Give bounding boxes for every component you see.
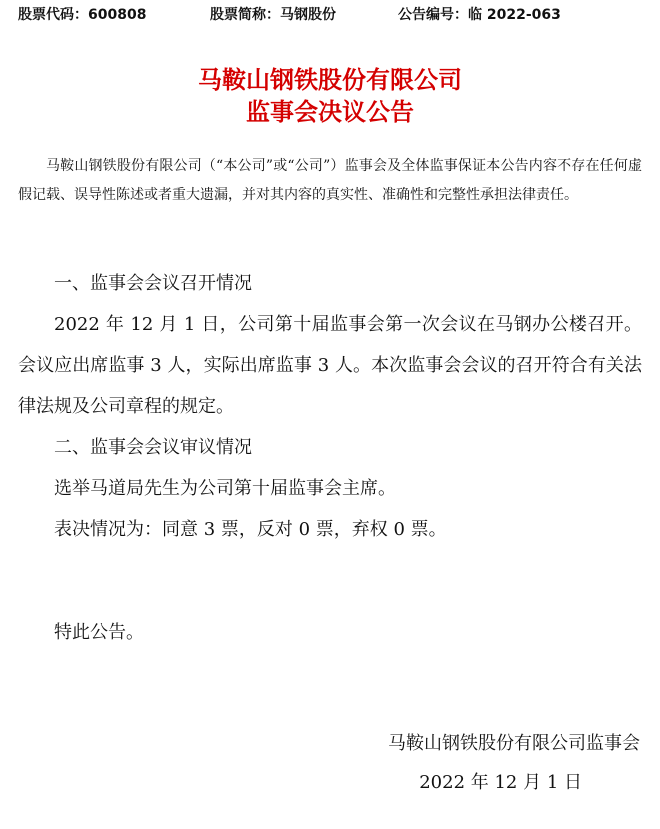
stock-name: 股票简称：马钢股份: [210, 7, 336, 23]
announcement-header: [0, 4, 660, 26]
signature-date: 2022 年 12 月 1 日: [419, 772, 582, 793]
stock-code: 股票代码：600808: [18, 7, 147, 23]
section-2-vote: 表决情况为：同意 3 票，反对 0 票，弃权 0 票。: [54, 519, 447, 540]
signature-org: 马鞍山钢铁股份有限公司监事会: [388, 733, 640, 754]
closing-block: [18, 612, 642, 653]
section-2-resolution: 选举马道局先生为公司第十届监事会主席。: [54, 478, 396, 499]
section-2-heading: 二、监事会会议审议情况: [54, 437, 252, 458]
section-1: [18, 263, 642, 550]
announcement-number: 公告编号：临 2022-063: [398, 7, 561, 23]
company-title: 马鞍山钢铁股份有限公司: [198, 66, 462, 94]
document-title: [0, 64, 660, 128]
notice-title: 监事会决议公告: [246, 98, 414, 126]
closing-text: 特此公告。: [54, 622, 144, 643]
section-1-paragraph: 2022 年 12 月 1 日，公司第十届监事会第一次会议在马钢办公楼召开。会议应出席监事 3 人，实际出席监事 3 人。本次监事会会议的召开符合有关法律法规及公司章程的规定。: [18, 314, 642, 417]
section-1-heading: 一、监事会会议召开情况: [54, 273, 252, 294]
disclaimer-paragraph: 马鞍山钢铁股份有限公司（“本公司”或“公司”）监事会及全体监事保证本公告内容不存在任何虚假记载、误导性陈述或者重大遗漏，并对其内容的真实性、准确性和完整性承担法律责任。: [18, 158, 642, 203]
